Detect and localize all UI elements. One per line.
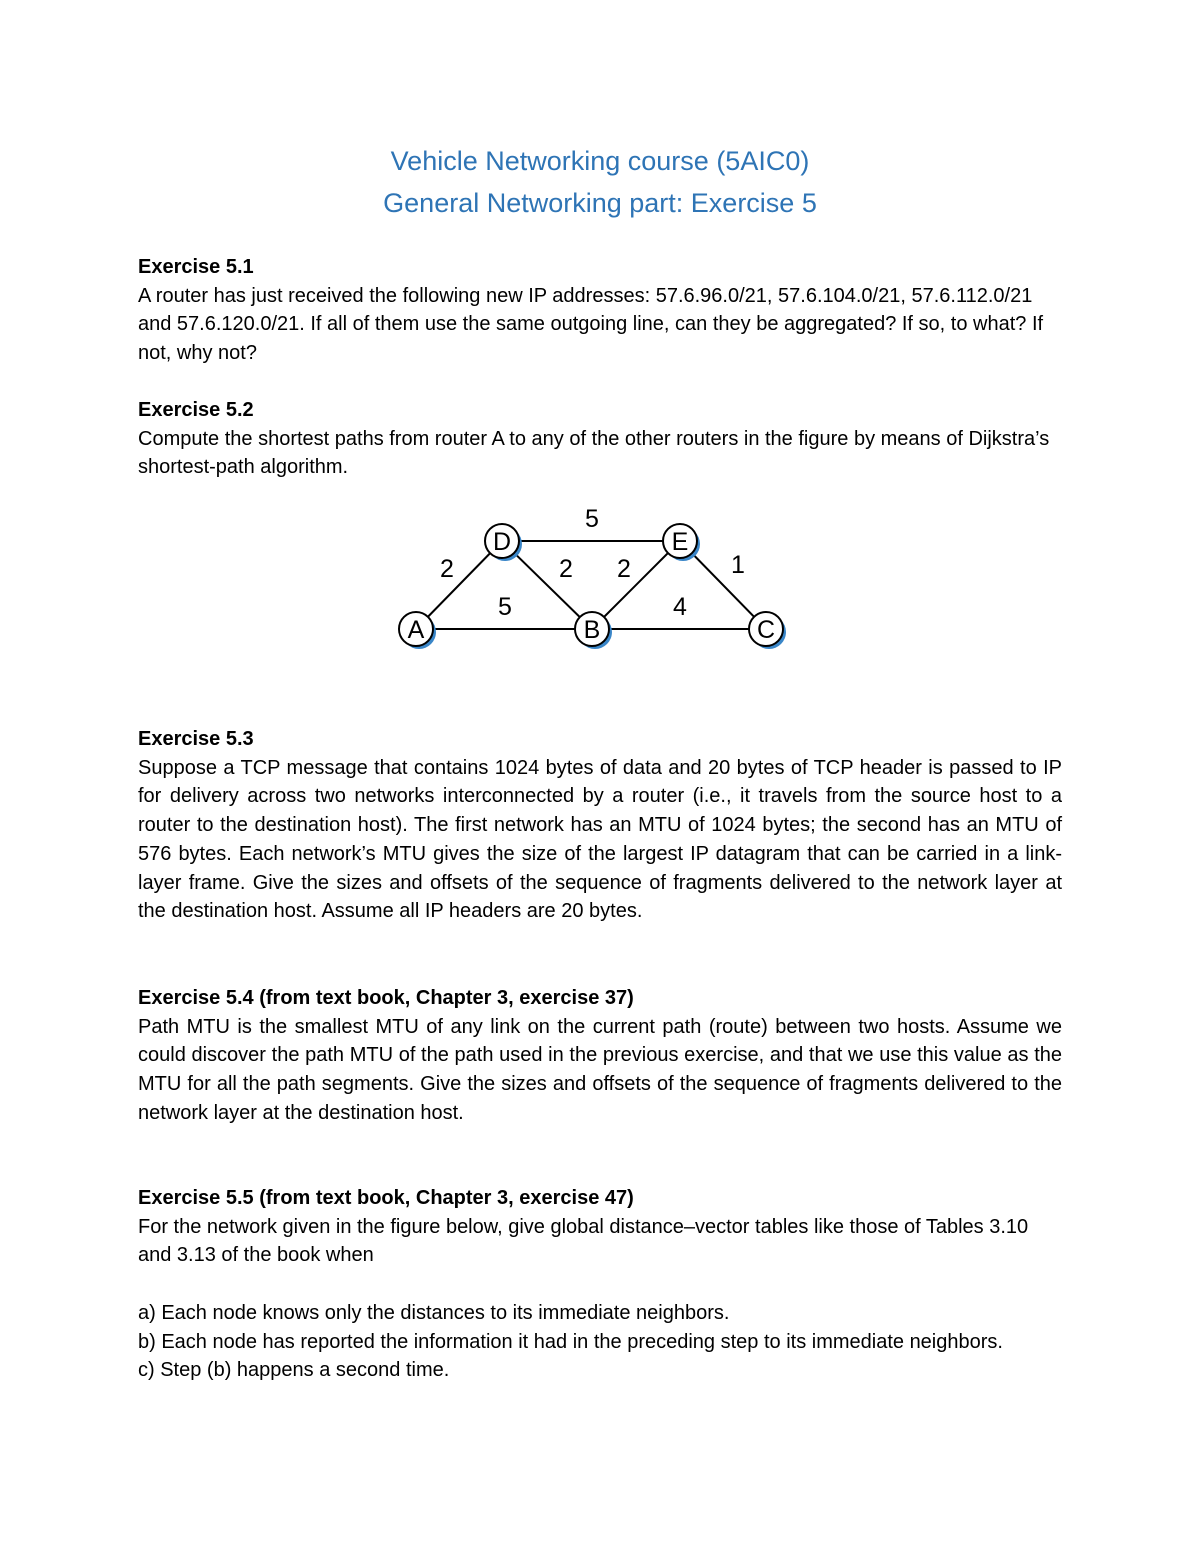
exercise-5-3-body: Suppose a TCP message that contains 1024 bytes of data and 20 bytes of TCP header is passed to IP for delivery across two networks interconnected by a router (i.e., it travels from the source host to a router to the destination host). The first network has an MTU of 1024 bytes; the second has an MTU of 576 bytes. Each network’s MTU gives the size of the largest IP datagram that can be carried in a link-layer frame. Give the sizes and offsets of the sequence of fragments delivered to the network layer at the destination host. Assume all IP headers are 20 bytes. (138, 756, 1062, 923)
edge-weight-a-d: 2 (440, 555, 454, 583)
exercise-5-1 (138, 253, 1062, 368)
edge-weight-d-b: 2 (559, 555, 573, 583)
exercise-5-3-title: Exercise 5.3 (138, 728, 254, 750)
router-node-a (399, 612, 436, 649)
edge-weight-d-e: 5 (585, 505, 599, 533)
router-node-e (663, 524, 700, 561)
exercise-5-4 (138, 984, 1062, 1128)
router-network-diagram (390, 505, 810, 670)
exercise-5-4-title: Exercise 5.4 (from text book, Chapter 3, exercise 37) (138, 987, 634, 1009)
edge-weight-b-e: 2 (617, 555, 631, 583)
graph-edge-weights (440, 505, 745, 621)
document-subtitle: General Networking part: Exercise 5 (383, 188, 817, 218)
node-label: B (583, 616, 601, 644)
router-node-b (575, 612, 612, 649)
node-label: E (671, 528, 689, 556)
exercise-5-2 (138, 396, 1062, 482)
exercise-5-1-title: Exercise 5.1 (138, 256, 254, 278)
edge-weight-a-b: 5 (498, 593, 512, 621)
exercise-5-1-body: A router has just received the following new IP addresses: 57.6.96.0/21, 57.6.104.0/21, 57.6.112.0/21 and 57.6.120.0/21. If all of them use the same outgoing line, can they be aggregated? If so, to what? If not, why not? (138, 284, 1044, 365)
node-label: C (756, 616, 776, 644)
node-label: D (492, 528, 512, 556)
exercise-5-3 (138, 725, 1062, 926)
exercise-5-4-body: Path MTU is the smallest MTU of any link on the current path (route) between two hosts. Assume we could discover the path MTU of the path used in the previous exercise, and that we use this value as the MTU for all the path segments. Give the sizes and offsets of the sequence of fragments delivered to the network layer at the destination host. (138, 1015, 1062, 1124)
exercise-5-5 (138, 1184, 1062, 1385)
exercise-5-5-item-a: a) Each node knows only the distances to its immediate neighbors. (138, 1301, 730, 1324)
exercise-5-2-body: Compute the shortest paths from router A to any of the other routers in the figure by means of Dijkstra’s shortest-path algorithm. (138, 427, 1050, 479)
router-node-c (749, 612, 786, 649)
node-label: A (407, 616, 425, 644)
edge-weight-b-c: 4 (673, 593, 687, 621)
exercise-5-5-title: Exercise 5.5 (from text book, Chapter 3, exercise 47) (138, 1187, 634, 1209)
edge-weight-e-c: 1 (731, 551, 745, 579)
exercise-5-2-title: Exercise 5.2 (138, 399, 254, 421)
exercise-5-5-item-c: c) Step (b) happens a second time. (138, 1359, 450, 1382)
router-node-d (485, 524, 522, 561)
exercise-5-5-body: For the network given in the figure below, give global distance–vector tables like those of Tables 3.10 and 3.13 of the book when (138, 1215, 1029, 1267)
exercise-5-5-item-b: b) Each node has reported the information it had in the preceding step to its immediate neighbors. (138, 1330, 1003, 1353)
edge-b-e (592, 541, 680, 629)
edge-a-d (416, 541, 502, 629)
document-title: Vehicle Networking course (5AIC0) (390, 146, 810, 176)
